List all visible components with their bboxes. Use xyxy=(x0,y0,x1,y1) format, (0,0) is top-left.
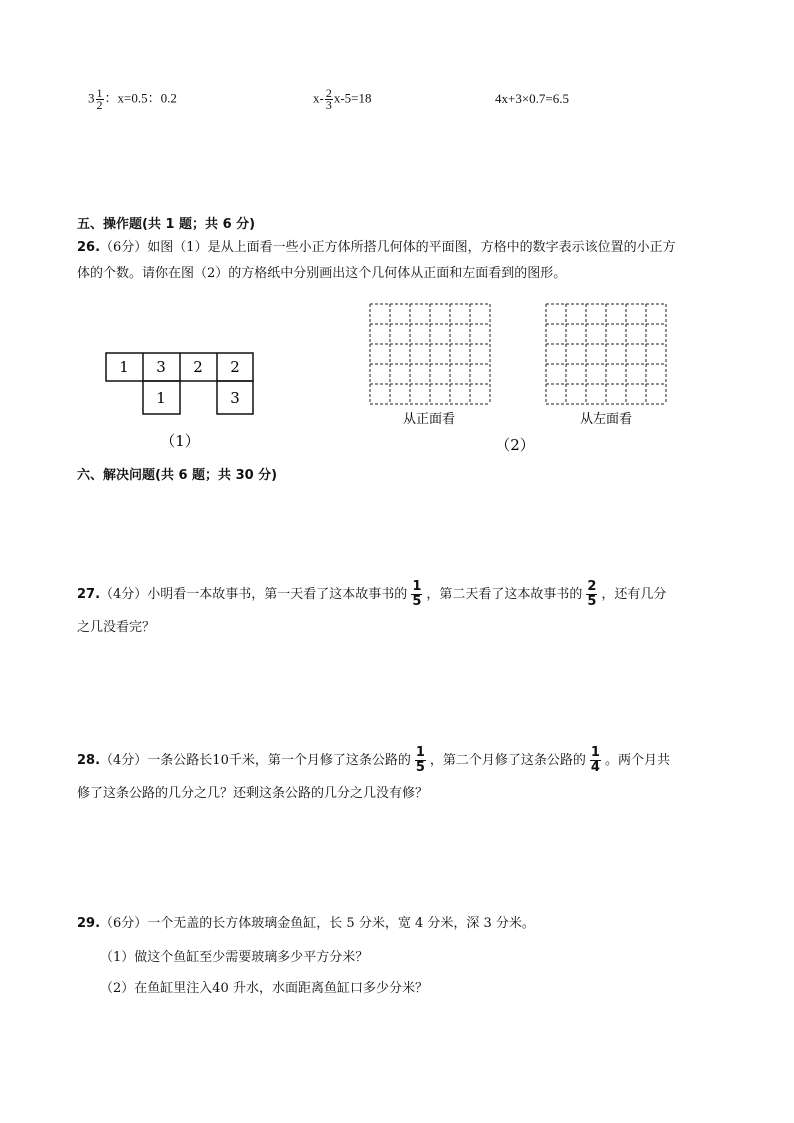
q29-text xyxy=(77,911,777,937)
q26-number: 26. xyxy=(77,240,101,255)
eq1-rest: ：x=0.5：0.2 xyxy=(104,90,177,106)
grid-front-view xyxy=(370,304,490,404)
q28-part-a: （4分）一条公路长10千米，第一个月修了这条公路的 xyxy=(100,753,411,768)
grid-left-view xyxy=(546,304,666,404)
q27-part-b: ，第二天看了这本故事书的 xyxy=(426,587,583,602)
eq2-fraction: $\frac{2}{3}$ xyxy=(325,86,332,112)
grid-front-label: 从正面看 xyxy=(402,412,456,427)
bottom-cell-2: 3 xyxy=(230,389,240,407)
equation-1 xyxy=(88,88,177,111)
q28-fraction-1: $\frac{1}{5}$ xyxy=(415,745,425,775)
q27-text xyxy=(77,580,777,641)
q28-text xyxy=(77,746,777,807)
eq1-whole: 3 xyxy=(88,90,95,106)
top-cell-3: 2 xyxy=(193,358,203,376)
q26-line1: （6分）如图（1）是从上面看一些小正方体所搭几何体的平面图，方格中的数字表示该位置的小正方 xyxy=(100,240,676,255)
q27-line2: 之几没看完？ xyxy=(77,620,156,635)
q28-part-c: 。两个月共 xyxy=(604,753,670,768)
q27-part-a: （4分）小明看一本故事书，第一天看了这本故事书的 xyxy=(100,587,408,602)
grid-left-label: 从左面看 xyxy=(579,412,633,427)
q28-line2: 修了这条公路的几分之几？还剩这条公路的几分之几没有修？ xyxy=(77,786,429,801)
equation-3: 4x+3×0.7=6.5 xyxy=(495,91,569,106)
eq1-fraction: $\frac{1}{2}$ xyxy=(96,86,103,112)
q27-number: 27. xyxy=(77,587,101,602)
figure-1-top-view xyxy=(100,345,260,460)
figure-2-grids xyxy=(360,298,680,460)
eq2-pre: x- xyxy=(313,90,324,106)
equation-2 xyxy=(313,88,372,111)
q28-number: 28. xyxy=(77,753,101,768)
q29-sub2: （2）在鱼缸里注入40 升水，水面距离鱼缸口多少分米？ xyxy=(100,981,428,996)
top-cell-4: 2 xyxy=(230,358,240,376)
section5-heading: 五、操作题(共 1 题；共 6 分) xyxy=(77,217,256,232)
bottom-cell-1: 1 xyxy=(156,389,166,407)
q26-text xyxy=(77,235,777,287)
q29-sub1: （1）做这个鱼缸至少需要玻璃多少平方分米？ xyxy=(100,950,369,965)
eq2-rest: x-5=18 xyxy=(333,90,372,106)
q27-fraction-2: $\frac{2}{5}$ xyxy=(587,579,597,609)
top-cell-2: 3 xyxy=(156,358,166,376)
figure-1-label: （1） xyxy=(160,432,200,450)
q29-number: 29. xyxy=(77,916,101,931)
q28-fraction-2: $\frac{1}{4}$ xyxy=(590,745,600,775)
section6-heading: 六、解决问题(共 6 题；共 30 分) xyxy=(77,468,278,483)
q27-fraction-1: $\frac{1}{5}$ xyxy=(412,579,422,609)
top-cell-1: 1 xyxy=(119,358,129,376)
q26-line2: 体的个数。请你在图（2）的方格纸中分别画出这个几何体从正面和左面看到的图形。 xyxy=(77,266,567,281)
q27-part-c: ，还有几分 xyxy=(601,587,667,602)
q29-main: （6分）一个无盖的长方体玻璃金鱼缸，长 5 分米，宽 4 分米，深 3 分米。 xyxy=(100,916,535,931)
q28-part-b: ，第二个月修了这条公路的 xyxy=(429,753,586,768)
figure-2-label: （2） xyxy=(495,436,535,454)
